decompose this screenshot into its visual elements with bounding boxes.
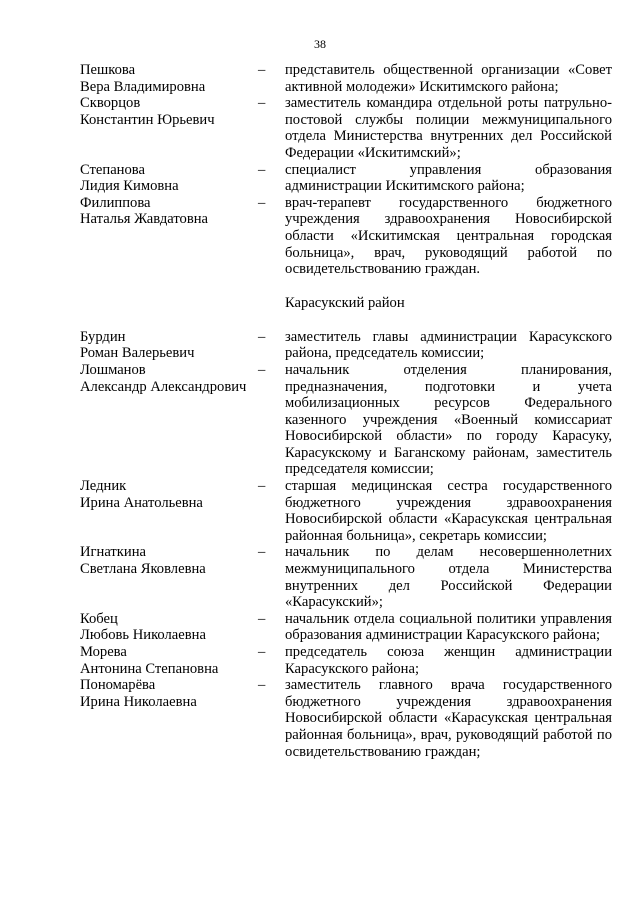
member-entry (80, 677, 612, 760)
member-given-names: Константин Юрьевич (80, 111, 215, 128)
member-given-names: Антонина Степановна (80, 660, 219, 677)
dash-separator: – (258, 361, 266, 378)
dash-separator: – (258, 194, 266, 211)
member-position: врач-терапевт государственного бюджетного учреждения здравоохранения Новосибирской области «Искитимская центральная городская больница», врач, руководящий работой по освидетельствованию граждан. (285, 194, 612, 278)
member-surname: Ледник (80, 478, 127, 495)
member-surname: Кобец (80, 610, 118, 627)
member-entry (80, 478, 612, 544)
member-name (80, 195, 258, 228)
member-entry (80, 544, 612, 610)
member-surname: Игнаткина (80, 544, 146, 561)
member-given-names: Наталья Жавдатовна (80, 211, 209, 228)
member-position: старшая медицинская сестра государственного бюджетного учреждения здравоохранения Новосибирской области «Карасукская центральная районная больница», секретарь комиссии; (285, 478, 612, 544)
member-name (80, 478, 258, 511)
member-surname: Лошманов (80, 361, 146, 378)
dash-separator: – (258, 610, 266, 627)
member-given-names: Светлана Яковлевна (80, 561, 206, 578)
member-entry (80, 195, 612, 278)
member-surname: Бурдин (80, 328, 126, 345)
dash-separator: – (258, 161, 266, 178)
member-surname: Филиппова (80, 194, 151, 211)
member-position: представитель общественной организации «Совет активной молодежи» Искитимского района; (285, 62, 612, 95)
member-surname: Степанова (80, 161, 145, 178)
member-name (80, 162, 258, 195)
member-given-names: Александр Александрович (80, 378, 247, 395)
member-given-names: Ирина Николаевна (80, 693, 197, 710)
member-position: заместитель главы администрации Карасукского района, председатель комиссии; (285, 328, 612, 362)
dash-separator: – (258, 95, 266, 112)
member-entry (80, 362, 612, 478)
member-entry (80, 644, 612, 677)
member-name (80, 677, 258, 710)
member-name (80, 611, 258, 644)
member-name (80, 329, 258, 362)
member-position: начальник по делам несовершеннолетних межмуниципального отдела Министерства внутренних дел Российской Федерации «Карасукский»; (285, 544, 612, 611)
member-name (80, 644, 258, 677)
member-position: начальник отдела социальной политики управления образования администрации Карасукского района; (285, 610, 612, 644)
member-name (80, 95, 258, 128)
member-surname: Пешкова (80, 62, 136, 78)
member-name (80, 544, 258, 577)
member-entry (80, 611, 612, 644)
member-position: заместитель командира отдельной роты патрульно-постовой службы полиции межмуниципального отдела Министерства внутренних дел Российской Федерации «Искитимский»; (285, 95, 612, 161)
member-given-names: Любовь Николаевна (80, 627, 206, 644)
dash-separator: – (258, 328, 266, 345)
member-entry (80, 95, 612, 161)
dash-separator: – (258, 644, 266, 660)
member-name (80, 62, 258, 95)
section-title: Карасукский район (285, 294, 405, 311)
page-number: 38 (314, 37, 326, 51)
member-name (80, 362, 258, 395)
member-entry (80, 62, 612, 95)
dash-separator: – (258, 544, 266, 561)
dash-separator: – (258, 62, 266, 78)
commission-list (80, 62, 612, 760)
member-given-names: Роман Валерьевич (80, 345, 195, 362)
member-surname: Морева (80, 644, 127, 660)
member-position: председатель союза женщин администрации Карасукского района; (285, 644, 612, 677)
member-position: начальник отделения планирования, предназначения, подготовки и учета мобилизационных ресурсов Федерального казенного учреждения «Военный комиссариат Новосибирской области» по городу Карасуку, Карасукскому и Баганскому районам, заместитель председателя комиссии; (285, 361, 612, 478)
member-position: заместитель главного врача государственного бюджетного учреждения здравоохранения Новосибирской области «Карасукская центральная районная больница», врач, руководящий работой по освидетельствованию граждан; (285, 677, 612, 760)
member-given-names: Лидия Кимовна (80, 178, 179, 195)
dash-separator: – (258, 478, 266, 495)
member-surname: Скворцов (80, 95, 141, 112)
member-entry (80, 162, 612, 195)
member-given-names: Ирина Анатольевна (80, 494, 203, 511)
dash-separator: – (258, 677, 266, 694)
member-surname: Пономарёва (80, 677, 156, 694)
member-position: специалист управления образования администрации Искитимского района; (285, 161, 612, 195)
member-given-names: Вера Владимировна (80, 78, 206, 95)
member-entry (80, 329, 612, 362)
